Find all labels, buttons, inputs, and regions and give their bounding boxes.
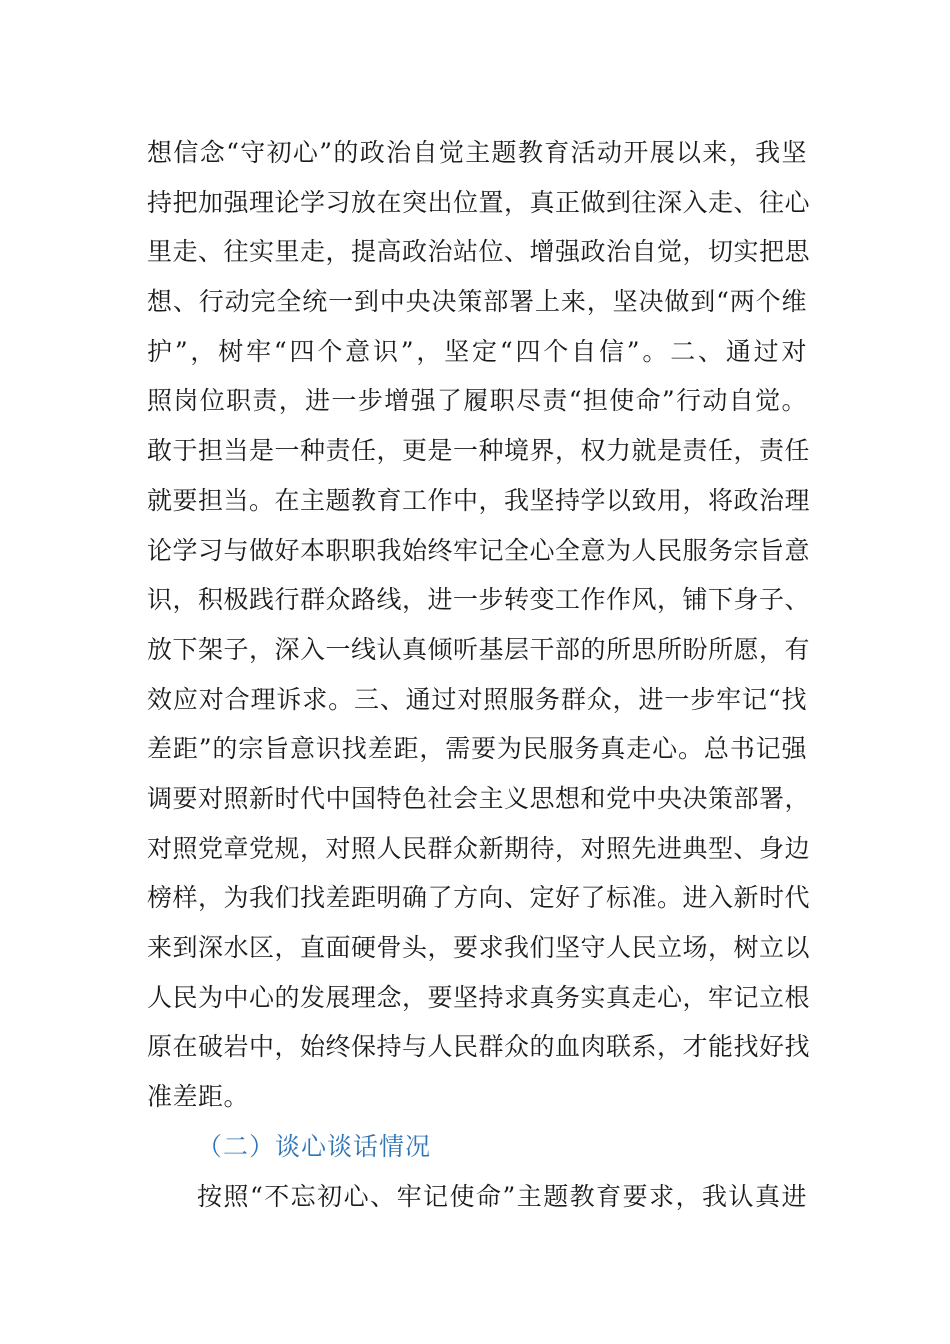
- paragraph-2-first-line: 按照“不忘初心、牢记使命”主题教育要求，我认真进: [197, 1182, 807, 1211]
- text-line: 论学习与做好本职职我始终牢记全心全意为人民服务宗旨意: [147, 535, 811, 565]
- text-line: 识，积极践行群众路线，进一步转变工作作风，铺下身子、: [147, 585, 811, 615]
- text-line: 人民为中心的发展理念，要坚持求真务实真走心，牢记立根: [147, 982, 811, 1012]
- text-line: 差距”的宗旨意识找差距，需要为民服务真走心。总书记强: [147, 734, 807, 764]
- text-line: 榜样，为我们找差距明确了方向、定好了标准。进入新时代: [147, 883, 811, 913]
- text-line: 准差距。: [147, 1082, 250, 1112]
- text-line: 来到深水区，直面硬骨头，要求我们坚守人民立场，树立以: [147, 933, 811, 962]
- text-line: 原在破岩中，始终保持与人民群众的血肉联系，才能找好找: [147, 1032, 811, 1062]
- text-line: 照岗位职责，进一步增强了履职尽责“担使命”行动自觉。: [147, 386, 807, 416]
- text-line: 想信念“守初心”的政治自觉主题教育活动开展以来，我坚: [147, 138, 807, 167]
- text-line: 护”，树牢“四个意识”，坚定“四个自信”。二、通过对: [147, 336, 807, 366]
- section-heading: （二）谈心谈话情况: [197, 1132, 432, 1161]
- text-line: 效应对合理诉求。三、通过对照服务群众，进一步牢记“找: [147, 684, 807, 714]
- body-paragraph: [147, 128, 811, 1122]
- text-line: 就要担当。在主题教育工作中，我坚持学以致用，将政治理: [147, 485, 811, 515]
- text-line: 敢于担当是一种责任，更是一种境界，权力就是责任，责任: [147, 436, 811, 466]
- text-line: 想、行动完全统一到中央决策部署上来，坚决做到“两个维: [147, 287, 807, 317]
- text-line: 里走、往实里走，提高政治站位、增强政治自觉，切实把思: [147, 237, 811, 267]
- text-line: 持把加强理论学习放在突出位置，真正做到往深入走、往心: [147, 187, 811, 217]
- text-line: 对照党章党规，对照人民群众新期待，对照先进典型、身边: [147, 833, 811, 863]
- text-line: 放下架子，深入一线认真倾听基层干部的所思所盼所愿，有: [147, 634, 811, 664]
- text-line: 调要对照新时代中国特色社会主义思想和党中央决策部署，: [147, 783, 811, 813]
